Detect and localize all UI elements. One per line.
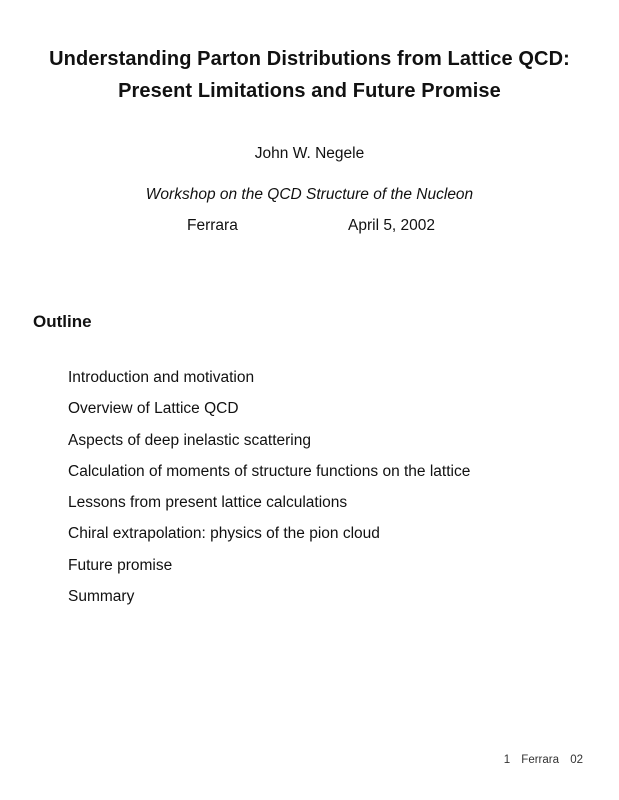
- outline-item: Overview of Lattice QCD: [68, 400, 239, 418]
- outline-item: Calculation of moments of structure functions on the lattice: [68, 462, 471, 480]
- author-name: John W. Negele: [254, 145, 365, 162]
- outline-item: Aspects of deep inelastic scattering: [68, 431, 311, 449]
- workshop-name: Workshop on the QCD Structure of the Nucleon: [145, 186, 474, 203]
- outline-item: Summary: [68, 588, 135, 606]
- footer-place: Ferrara: [521, 754, 559, 766]
- outline-list: [68, 362, 470, 612]
- event-place: Ferrara: [187, 217, 238, 234]
- title-line-1: Understanding Parton Distributions from Lattice QCD:: [49, 48, 570, 70]
- title-line-2: Present Limitations and Future Promise: [118, 80, 501, 102]
- outline-item: Lessons from present lattice calculations: [68, 494, 348, 512]
- footer-year: 02: [570, 754, 583, 766]
- page-footer: [504, 752, 583, 768]
- outline-item: Future promise: [68, 556, 173, 574]
- event-date: April 5, 2002: [348, 217, 436, 234]
- outline-item: Chiral extrapolation: physics of the pion cloud: [68, 525, 380, 543]
- page-number: 1: [503, 754, 511, 766]
- outline-heading: Outline: [33, 312, 92, 331]
- outline-item: Introduction and motivation: [68, 369, 255, 386]
